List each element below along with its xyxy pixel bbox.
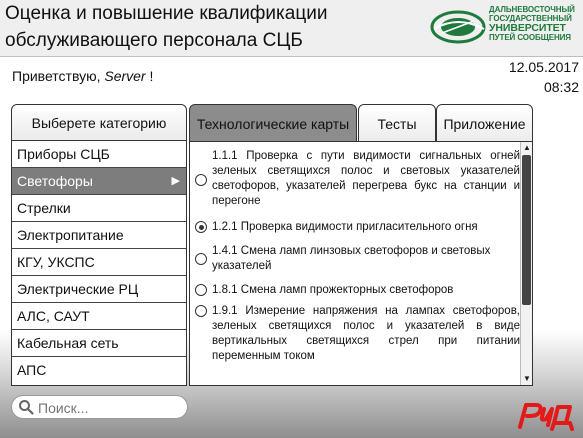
greeting-suffix: ! <box>145 68 154 84</box>
radio-button[interactable] <box>195 284 207 296</box>
category-list <box>11 141 187 386</box>
category-label: Электропитание <box>17 227 124 243</box>
category-label: Электрические РЦ <box>17 281 139 297</box>
category-item-elektricheskie-rc[interactable] <box>12 276 186 303</box>
greeting <box>12 68 153 84</box>
tech-card-item[interactable] <box>190 244 520 275</box>
arrow-right-icon: ▶ <box>171 175 180 187</box>
category-label: АЛС, САУТ <box>17 308 90 324</box>
category-label: Стрелки <box>17 200 71 216</box>
app-title-line-1: Оценка и повышение квалификации <box>5 3 328 24</box>
category-label: Кабельная сеть <box>17 335 119 351</box>
category-item-aps[interactable] <box>12 357 186 385</box>
radio-button[interactable] <box>195 305 207 317</box>
scrollbar[interactable] <box>520 142 532 385</box>
tech-card-item[interactable] <box>190 220 520 236</box>
category-label: Приборы СЦБ <box>17 146 110 162</box>
tech-card-item[interactable] <box>190 149 520 211</box>
category-item-elektropitanie[interactable] <box>12 222 186 249</box>
logo-line: ПУТЕЙ СООБЩЕНИЯ <box>489 33 571 43</box>
tech-card-text: 1.9.1 Измерение напряжения на лампах светофоров, зеленых светящихся полос и указателей в виде вертикальных светящихся стрел при питании переменным током <box>212 305 520 362</box>
rzd-logo-icon <box>514 399 578 431</box>
category-item-als-saut[interactable] <box>12 303 186 330</box>
category-label: КГУ, УКСПС <box>17 254 95 270</box>
radio-button[interactable] <box>195 253 207 265</box>
tab-tech-cards[interactable]: Технологические карты <box>189 104 357 142</box>
search-box[interactable] <box>11 395 188 419</box>
radio-button-selected[interactable] <box>195 221 207 233</box>
radio-button[interactable] <box>195 174 207 186</box>
category-header: Выберете категорию <box>11 104 187 141</box>
tech-card-item[interactable] <box>190 304 520 366</box>
tech-card-text: 1.1.1 Проверка с пути видимости сигнальных огней зеленых светящихся полос и световых указателей светофоров, указателей перегрева букс на станции и перегоне <box>212 150 520 207</box>
category-item-kabelnaya-set[interactable] <box>12 330 186 357</box>
app-title-line-2: обслуживающего персонала СЦБ <box>5 30 303 51</box>
scroll-down-arrow-icon[interactable]: ▼ <box>523 374 531 383</box>
logo-line: ДАЛЬНЕВОСТОЧНЫЙ <box>489 5 575 14</box>
scroll-up-arrow-icon[interactable]: ▲ <box>523 143 531 152</box>
tab-appendix[interactable]: Приложение <box>436 104 533 142</box>
current-date: 12.05.2017 <box>508 59 579 75</box>
tech-card-list <box>189 141 533 386</box>
tab-tests[interactable]: Тесты <box>358 104 436 142</box>
search-input[interactable] <box>38 399 178 417</box>
tech-card-text: 1.8.1 Смена ламп прожекторных светофоров <box>212 284 454 296</box>
category-item-strelki[interactable] <box>12 195 186 222</box>
category-item-kgu-uksps[interactable] <box>12 249 186 276</box>
current-time: 08:32 <box>543 79 579 95</box>
tech-card-item[interactable] <box>190 283 520 299</box>
category-label: АПС <box>17 362 47 378</box>
category-label: Светофоры <box>17 173 93 189</box>
greeting-user: Server <box>104 68 146 84</box>
logo-line: ГОСУДАРСТВЕННЫЙ <box>489 13 572 23</box>
university-logo-text <box>489 6 581 43</box>
tech-card-text: 1.2.1 Проверка видимости пригласительного огня <box>212 221 478 233</box>
tech-card-text: 1.4.1 Смена ламп линзовых светофоров и световых указателей <box>212 245 491 272</box>
scroll-thumb[interactable] <box>522 155 531 305</box>
greeting-prefix: Приветствую, <box>12 68 105 84</box>
search-icon <box>18 399 34 415</box>
logo-line: УНИВЕРСИТЕТ <box>489 22 566 35</box>
category-item-svetofory[interactable] <box>12 168 186 195</box>
category-item-pribory-scb[interactable] <box>12 141 186 168</box>
